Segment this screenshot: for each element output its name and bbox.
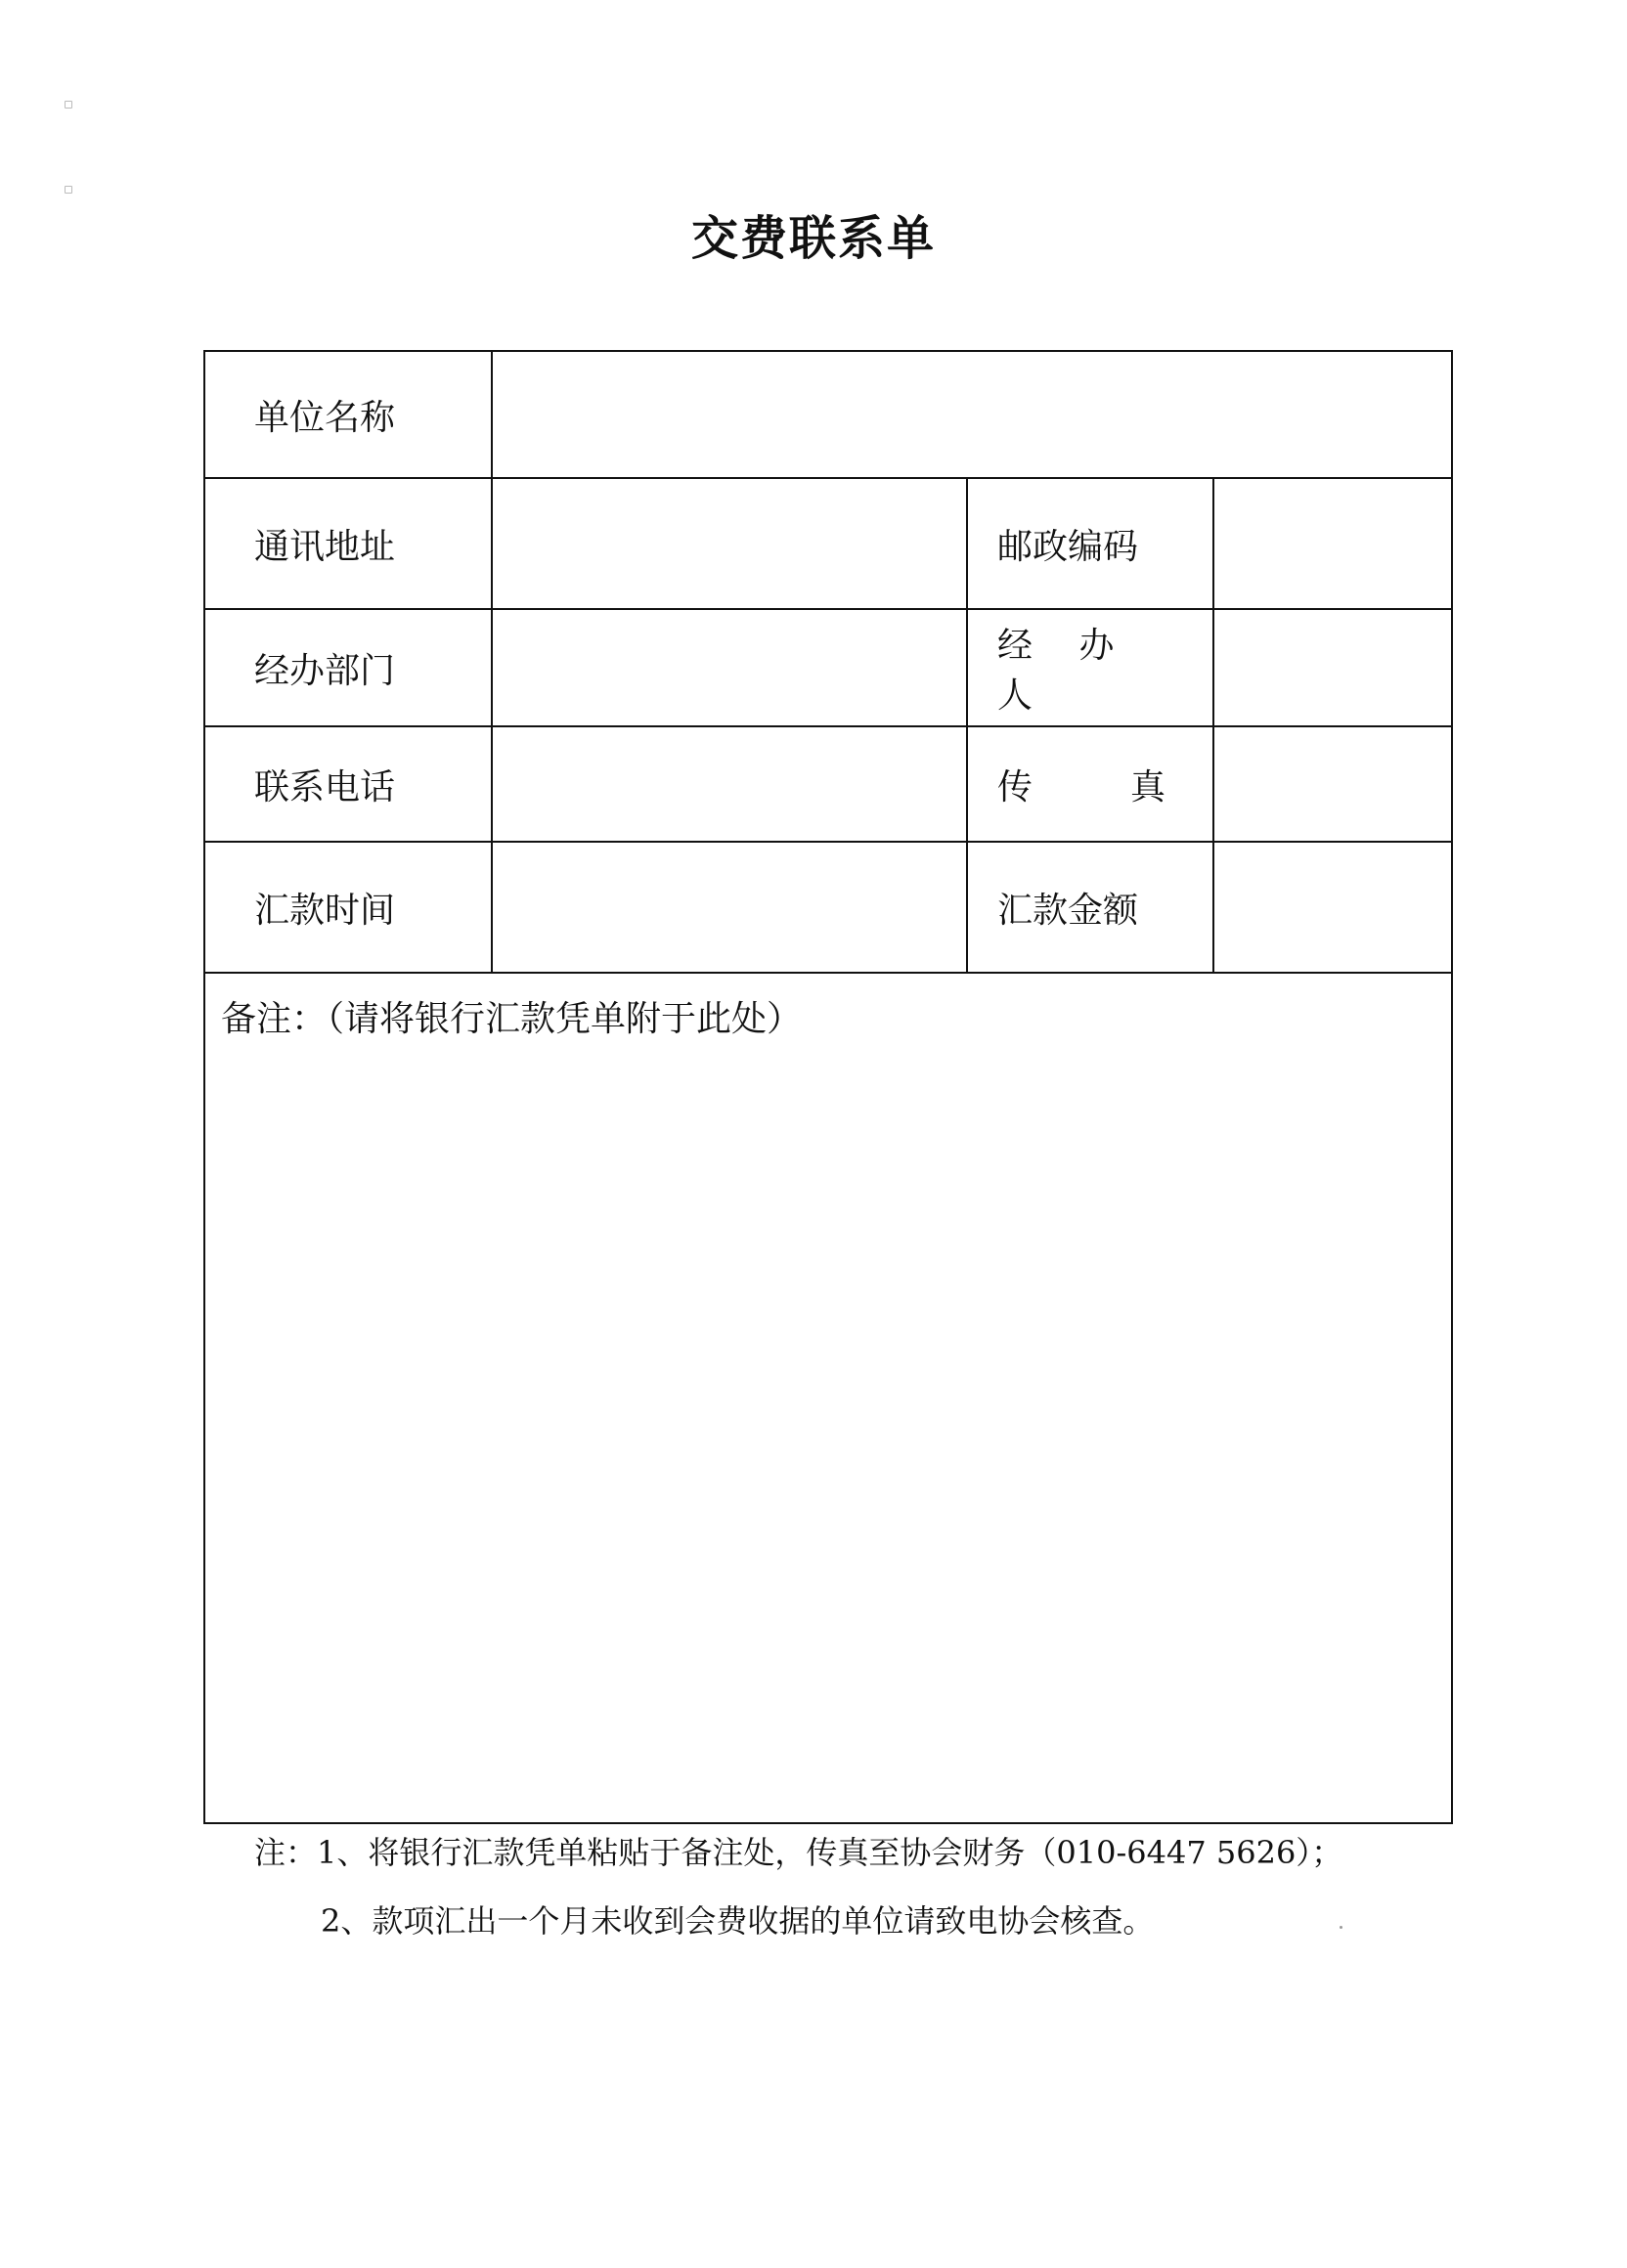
unit-name-field[interactable] [492, 351, 1452, 478]
scan-mark-bottom [65, 186, 72, 194]
unit-name-label: 单位名称 [204, 351, 492, 478]
department-field[interactable] [492, 609, 967, 726]
fax-field[interactable] [1213, 726, 1452, 842]
department-label: 经办部门 [204, 609, 492, 726]
handler-field[interactable] [1213, 609, 1452, 726]
note-1: 注：1、将银行汇款凭单粘贴于备注处，传真至协会财务（010-6447 5626）； [254, 1834, 1343, 1871]
remit-amount-field[interactable] [1213, 842, 1452, 973]
row-unit-name [204, 351, 1452, 478]
row-remarks [204, 973, 1452, 1823]
remit-amount-label: 汇款金额 [967, 842, 1213, 973]
scan-speck [1340, 1926, 1342, 1929]
fax-label [967, 726, 1213, 842]
remarks-area[interactable] [204, 973, 1452, 1823]
footer-notes [254, 1818, 1428, 1955]
remarks-label: 备注：（请将银行汇款凭单附于此处） [221, 999, 803, 1039]
phone-field[interactable] [492, 726, 967, 842]
page-title: 交费联系单 [690, 211, 936, 266]
remit-time-label: 汇款时间 [204, 842, 492, 973]
address-field[interactable] [492, 478, 967, 609]
phone-label: 联系电话 [204, 726, 492, 842]
row-remittance [204, 842, 1452, 973]
remit-time-field[interactable] [492, 842, 967, 973]
fax-label-char2: 真 [1130, 766, 1166, 807]
fax-label-char1: 传 [997, 766, 1033, 807]
note-2: 2、款项汇出一个月未收到会费收据的单位请致电协会核查。 [321, 1902, 1155, 1940]
row-phone [204, 726, 1452, 842]
row-address [204, 478, 1452, 609]
postcode-field[interactable] [1213, 478, 1452, 609]
row-department [204, 609, 1452, 726]
scan-mark-top [65, 101, 72, 109]
address-label: 通讯地址 [204, 478, 492, 609]
payment-contact-form [203, 350, 1453, 1824]
handler-label: 经 办 人 [967, 609, 1213, 726]
postcode-label: 邮政编码 [967, 478, 1213, 609]
